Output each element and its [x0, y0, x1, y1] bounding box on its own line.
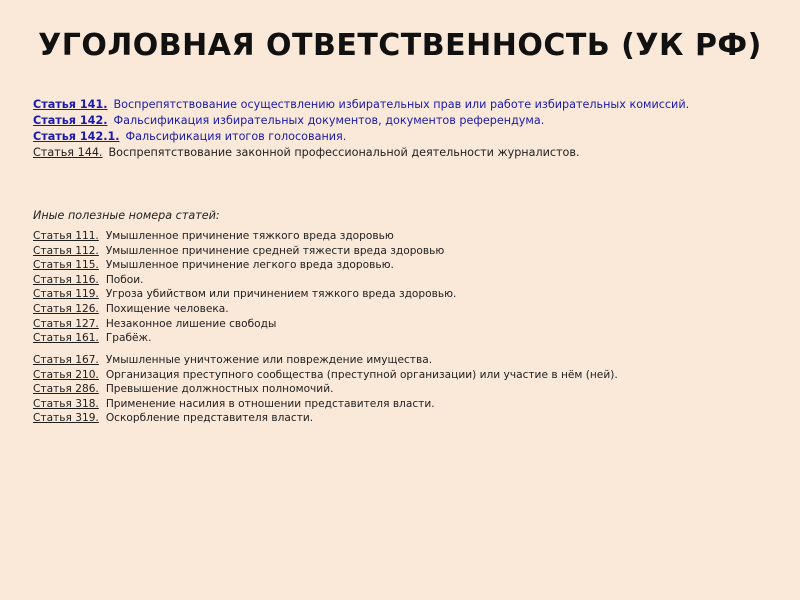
page-title: УГОЛОВНАЯ ОТВЕТСТВЕННОСТЬ (УК РФ) [38, 28, 762, 63]
article-link[interactable]: Статья 144. [33, 146, 103, 159]
list-item [33, 97, 763, 113]
list-item [33, 382, 773, 397]
article-link[interactable]: Статья 116. [33, 273, 99, 286]
article-link[interactable]: Статья 115. [33, 259, 99, 272]
list-item [33, 229, 773, 244]
article-description: Фальсификация избирательных документов, документов референдума. [113, 114, 545, 127]
list-item [33, 411, 773, 426]
article-link[interactable]: Статья 161. [33, 332, 99, 345]
article-link[interactable]: Статья 141. [33, 98, 108, 111]
article-link[interactable]: Статья 210. [33, 368, 99, 381]
article-description: Организация преступного сообщества (преступной организации) или участие в нём (ней). [105, 368, 618, 381]
article-description: Оскорбление представителя власти. [105, 412, 314, 425]
article-link[interactable]: Статья 319. [33, 412, 99, 425]
other-articles-list-1 [33, 229, 773, 346]
article-link[interactable]: Статья 111. [33, 230, 99, 242]
main-articles-list [33, 97, 763, 161]
other-articles-list-2 [33, 353, 773, 426]
list-item [33, 302, 773, 317]
list-item [33, 273, 773, 288]
list-item [33, 113, 763, 129]
article-link[interactable]: Статья 286. [33, 383, 99, 396]
list-item [33, 258, 773, 273]
article-link[interactable]: Статья 119. [33, 288, 99, 301]
article-link[interactable]: Статья 112. [33, 244, 99, 257]
list-item [33, 368, 773, 383]
article-description: Похищение человека. [105, 302, 229, 315]
list-item [33, 287, 773, 302]
article-description: Угроза убийством или причинением тяжкого вреда здоровью. [105, 288, 457, 301]
article-link[interactable]: Статья 126. [33, 302, 99, 315]
article-description: Воспрепятствование законной профессиональной деятельности журналистов. [108, 146, 580, 159]
article-link[interactable]: Статья 127. [33, 317, 99, 330]
list-item [33, 129, 763, 145]
article-description: Грабёж. [105, 332, 152, 345]
list-item [33, 353, 773, 368]
article-link[interactable]: Статья 142.1. [33, 130, 120, 143]
article-link[interactable]: Статья 142. [33, 114, 108, 127]
article-description: Фальсификация итогов голосования. [125, 130, 347, 143]
list-item [33, 244, 773, 259]
article-description: Умышленное причинение средней тяжести вреда здоровью [105, 244, 445, 257]
list-item [33, 397, 773, 412]
list-item [33, 145, 763, 161]
article-link[interactable]: Статья 318. [33, 397, 99, 410]
article-description: Побои. [105, 273, 144, 286]
section-heading: Иные полезные номера статей: [33, 209, 220, 222]
article-description: Умышленное причинение тяжкого вреда здоровью [105, 230, 394, 242]
article-description: Умышленные уничтожение или повреждение имущества. [105, 354, 433, 366]
article-link[interactable]: Статья 167. [33, 354, 99, 366]
article-description: Незаконное лишение свободы [105, 317, 277, 330]
list-item [33, 317, 773, 332]
list-item [33, 331, 773, 346]
article-description: Применение насилия в отношении представителя власти. [105, 397, 435, 410]
article-description: Воспрепятствование осуществлению избирательных прав или работе избирательных комиссий. [113, 98, 690, 111]
article-description: Превышение должностных полномочий. [105, 383, 334, 396]
article-description: Умышленное причинение легкого вреда здоровью. [105, 259, 394, 272]
